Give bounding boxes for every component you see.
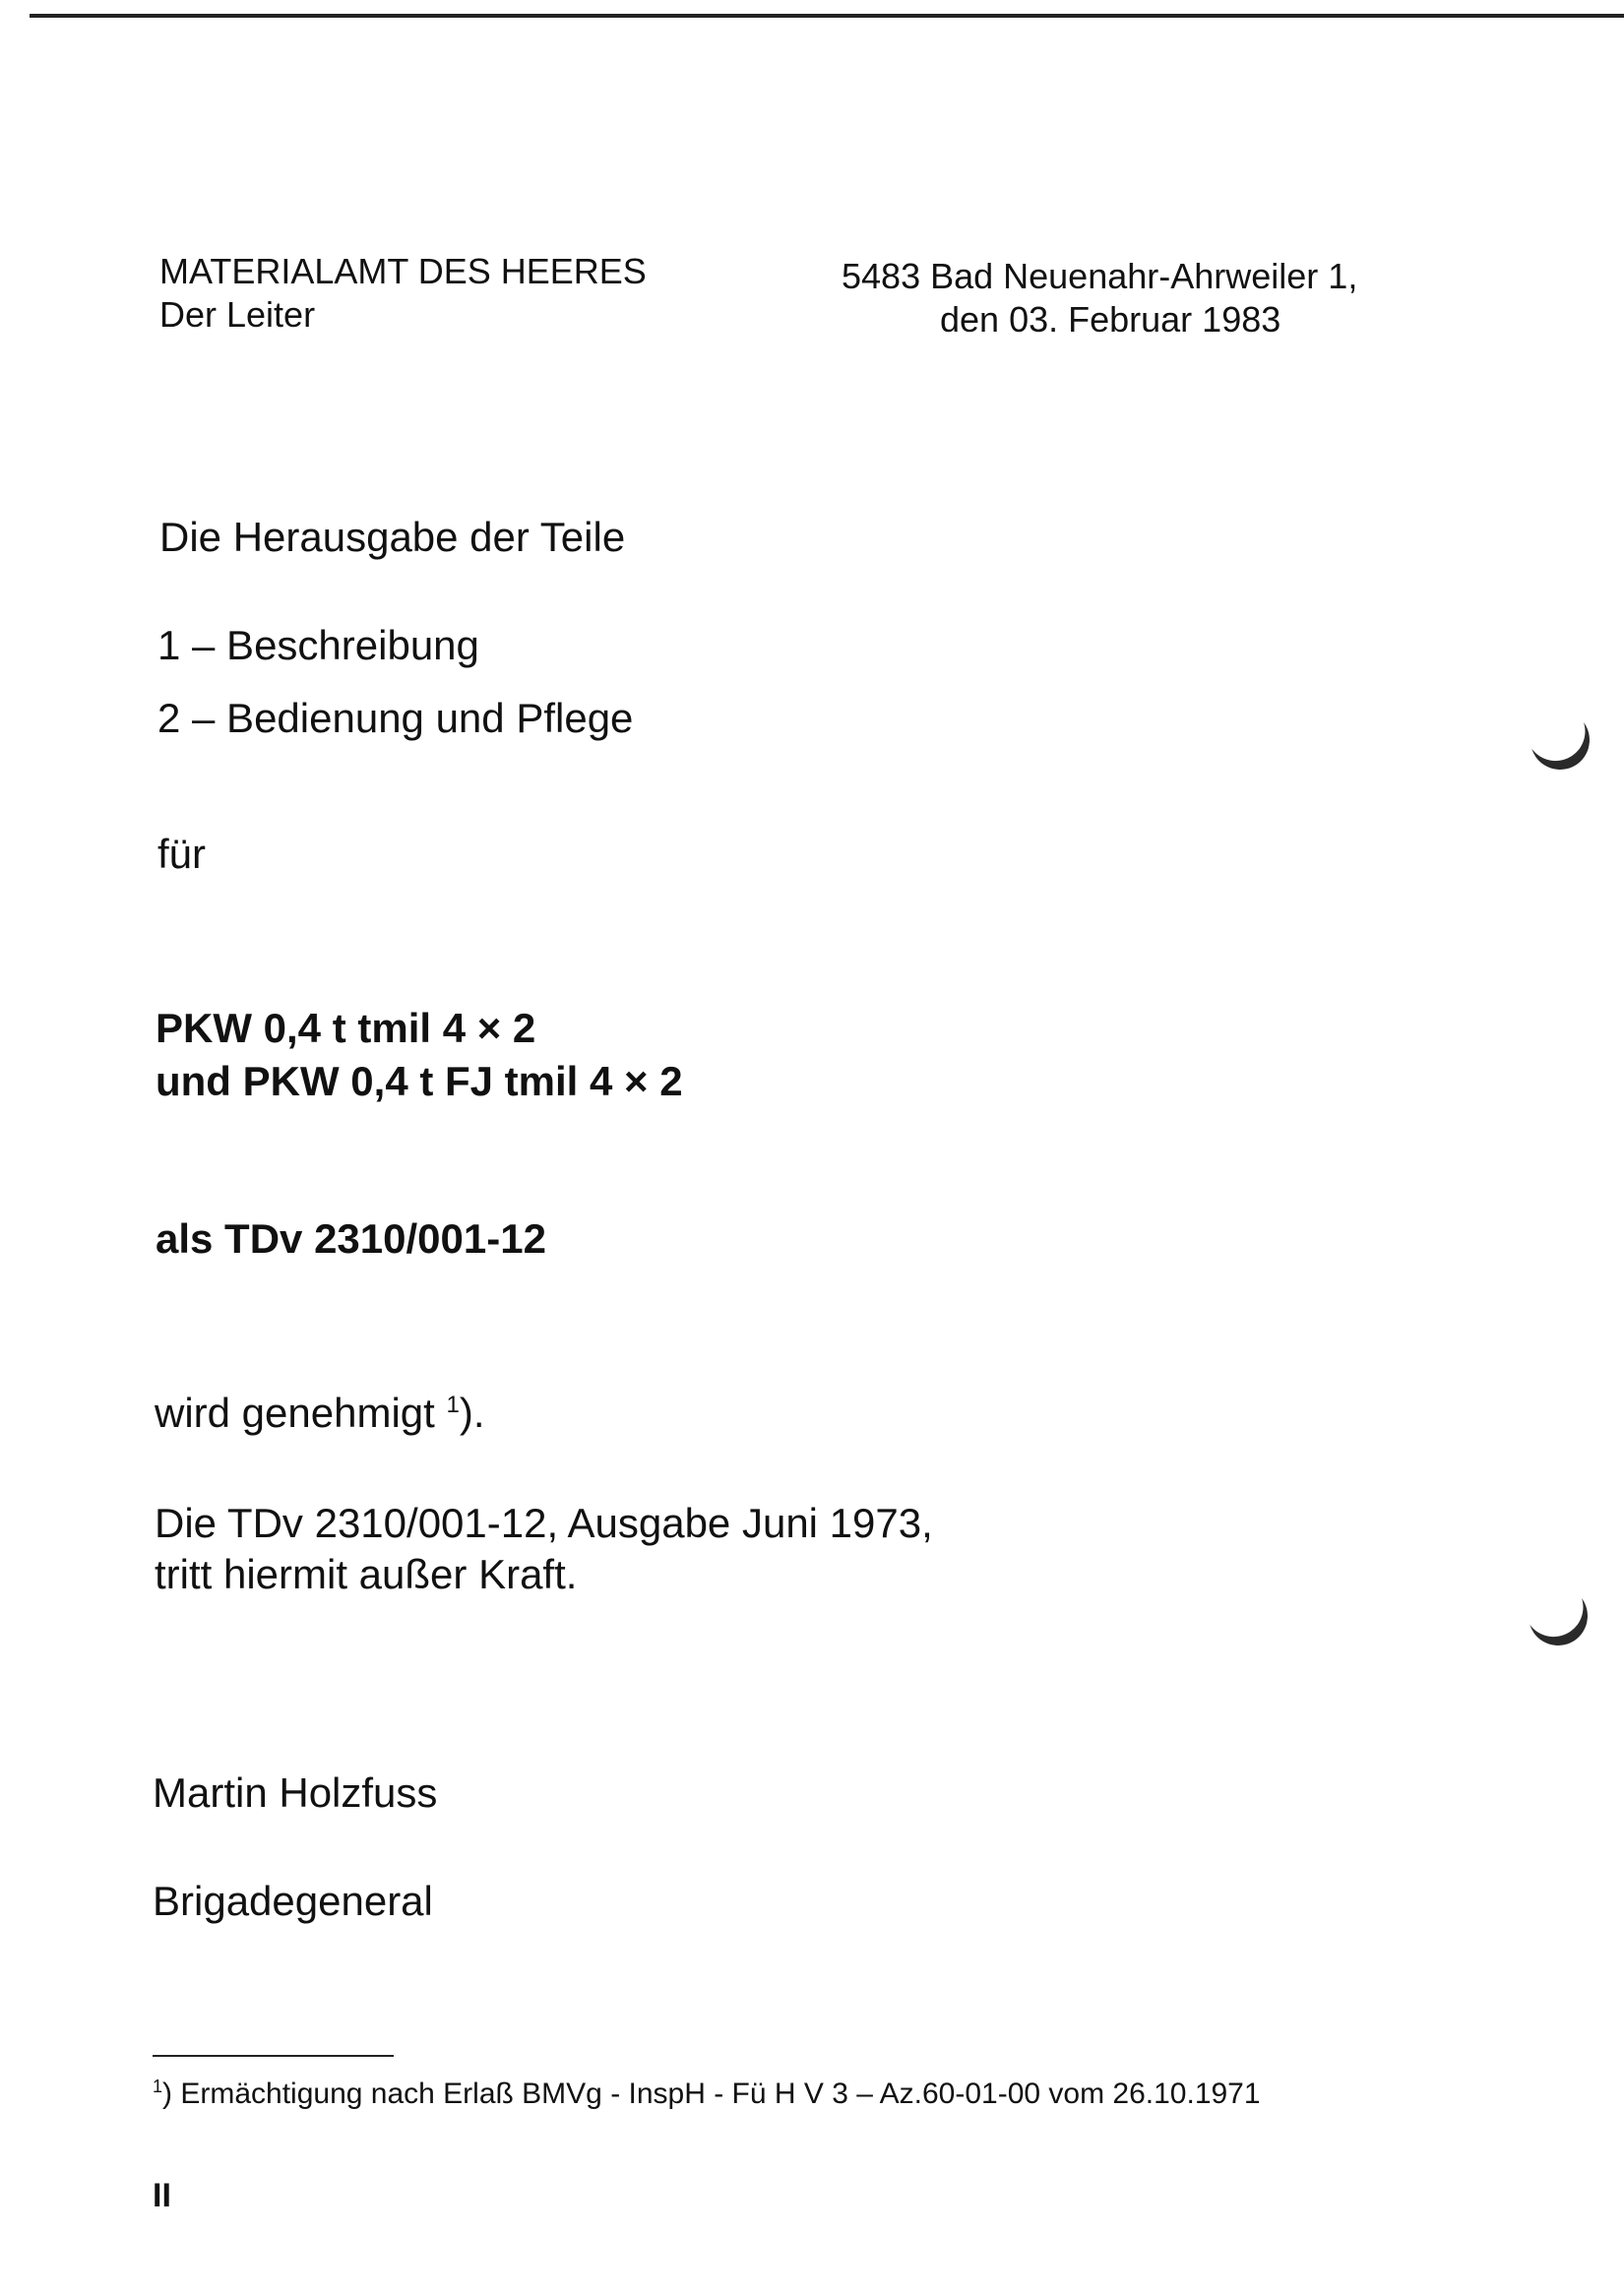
approval-text: wird genehmigt <box>155 1390 435 1436</box>
place-and-date <box>842 255 1393 341</box>
part-item-2: 2 – Bedienung und Pflege <box>157 695 634 741</box>
place-line: 5483 Bad Neuenahr-Ahrweiler 1, <box>842 256 1358 296</box>
top-border-line <box>30 14 1624 18</box>
approval-statement <box>155 1388 485 1439</box>
issuing-authority <box>159 250 647 337</box>
footnote-text: ) Ermächtigung nach Erlaß BMVg - InspH - Fü H V 3 – Az.60-01-00 vom 26.10.1971 <box>162 2078 1261 2110</box>
issuing-authority-name: MATERIALAMT DES HEERES <box>159 251 647 291</box>
approval-footnote-marker: 1 <box>446 1392 460 1418</box>
part-item-1: 1 – Beschreibung <box>157 622 479 668</box>
footnote <box>153 2077 1261 2112</box>
parts-list <box>157 620 633 744</box>
footnote-marker: 1 <box>153 2077 163 2096</box>
intro-text: Die Herausgabe der Teile <box>159 514 626 560</box>
supersede-statement <box>155 1498 933 1600</box>
signatory-name: Martin Holzfuss <box>153 1769 438 1816</box>
issuing-authority-role: Der Leiter <box>159 294 316 335</box>
date-line: den 03. Februar 1983 <box>940 299 1281 340</box>
page-number: II <box>153 2177 171 2214</box>
fuer-text: für <box>157 831 207 877</box>
vehicle-line-2: und PKW 0,4 t FJ tmil 4 × 2 <box>156 1058 683 1104</box>
vehicle-line-1: PKW 0,4 t tmil 4 × 2 <box>156 1005 536 1051</box>
punch-hole-upper <box>1526 706 1594 775</box>
supersede-line-1: Die TDv 2310/001-12, Ausgabe Juni 1973, <box>155 1500 933 1546</box>
approval-end: ). <box>459 1390 485 1436</box>
punch-hole-lower <box>1524 1582 1593 1650</box>
document-reference: als TDv 2310/001-12 <box>156 1215 546 1262</box>
signatory-rank: Brigadegeneral <box>153 1878 433 1924</box>
vehicle-designation <box>156 1002 683 1108</box>
supersede-line-2: tritt hiermit außer Kraft. <box>155 1551 578 1597</box>
footnote-divider <box>153 2055 394 2057</box>
